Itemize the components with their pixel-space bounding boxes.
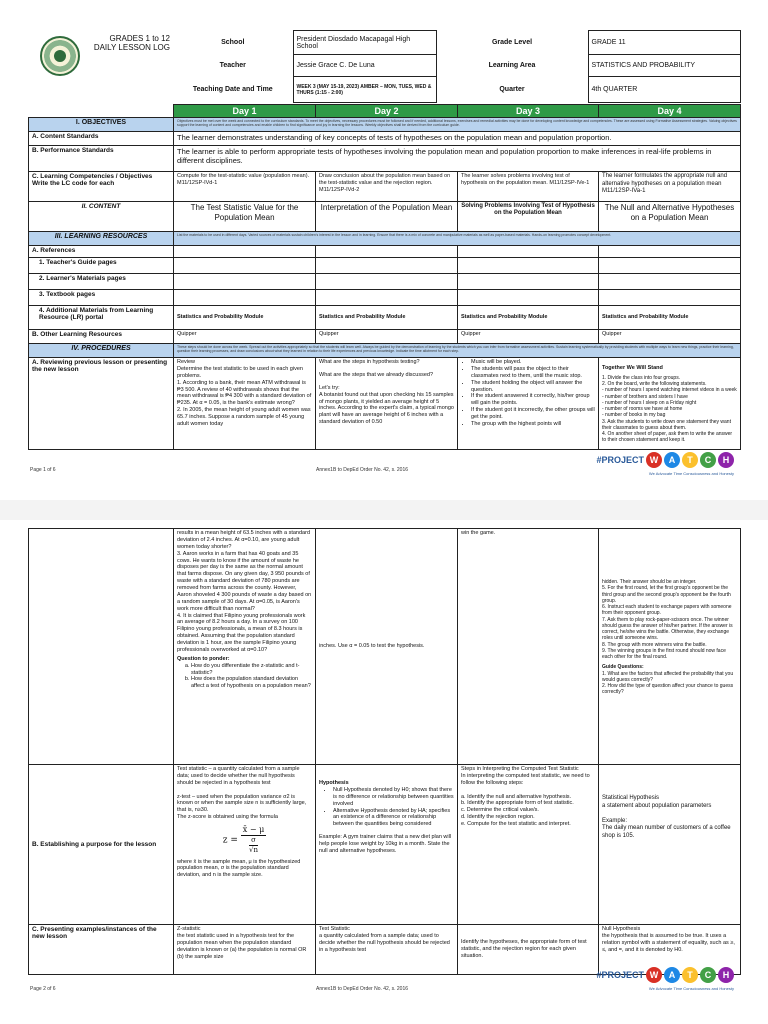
ponder-label: Question to ponder: [177,655,230,662]
annex-note: Annex1B to DepEd Order No. 42, s. 2016 [316,467,408,473]
content-standards-value: The learner demonstrates understanding of key concepts of tests of hypotheses on the population mean and population proportion. [174,132,741,146]
test-statistic-definition: Test statistic – a quantity calculated from a sample data; used to decide whether the null hypothesis should be rejected in a hypothesis test z-test – used when the population variance σ2 is known or when the sample size n is sufficiently large, that is, n≥30. The z-score is obtained using the formula [177,766,307,821]
review-day-2 [316,358,458,450]
list-item: b. How does the population standard deviation affect a test of hypothesis on a population mean? [191,676,312,690]
quarter-value: 4th QUARTER [588,77,740,103]
activity-steps-continued: hidden. Their answer should be an integer. 5. For the first round, let the first group's opponent be the third group and the second group's opponent be the fourth group. 6. Instruct each student to exchange papers with someone from their opponent group. 7. Ask them to play rock-paper-scissors once. The winner should guess the answer of his/her partner. If the answer is correct, he/she wins the battle. Otherwise, they exchange roles until someone wins. 8. The group with more winners wins the battle. 9. The winning groups in the first round should now face each other for the final round. [602,579,733,660]
page-number: Page 2 of 6 [30,986,56,992]
other-day-4: Quipper [599,330,741,344]
lr-day-4: Statistics and Probability Module [599,306,741,330]
page-2 [0,520,768,1020]
review-question: What are the steps in hypothesis testing? [319,359,420,365]
content-day-2: Interpretation of the Population Mean [316,202,458,232]
review-day-4 [599,358,741,450]
presenting-day-1: Z-statistic the test statistic used in a hypothesis test for the population mean when the population standard deviation is known or (a) the population is normal OR (b) the sample size [174,925,316,975]
teacher-value: Jessie Grace C. De Luna [293,55,436,77]
procedures-label: IV. PROCEDURES [29,344,174,358]
review-day-3 [458,358,599,450]
day-4-header: Day 4 [599,105,741,118]
performance-standards-label: B. Performance Standards [29,146,174,172]
content-day-1: The Test Statistic Value for the Population Mean [174,202,316,232]
objectives-note: Objectives must be met over the week and connected to the curriculum standards. To meet the objectives, necessary procedures must be followed and if needed, additional lessons, exercises and remedial activities may be done for developing content knowledge and competencies. These are assessed using Formative Assessment strategies. Valuing objectives support the learning of content and competencies and enable children to find significance and joy in learning the lessons. Weekly objectives shall be derived from the curriculum guide. [174,118,741,132]
guide-questions: 1. What are the factors that affected the probability that you would guess correctly? 2. How did the type of question affect your chance to guess correctly? [602,670,734,696]
watch-letter: A [664,967,680,983]
lesson-table-page-1 [28,104,741,450]
lesson-table-page-2 [28,528,741,975]
list-item: • The group with the highest points will [471,421,595,428]
formula-lhs: z = [222,835,238,846]
page-number: Page 1 of 6 [30,467,56,473]
grade-label: Grade Level [491,39,533,46]
area-label: Learning Area [488,62,536,69]
watch-letter: W [646,967,662,983]
watch-letter: W [646,452,662,468]
list-item: • Music will be played. [471,359,595,366]
watch-letter: T [682,967,698,983]
presenting-label: C. Presenting examples/instances of the new lesson [29,925,174,975]
presenting-day-3: Identify the hypotheses, the appropriate form of test statistic, and the rejection region for each given situation. [458,925,599,975]
watch-letter: C [700,967,716,983]
competency-day-1: Compute for the test-statistic value (population mean). M11/12SP-IVd-1 [174,172,316,202]
date-value: WEEK 3 (MAY 15-19, 2023) AMBER – MON, TUES, WED & THURS (1:15 - 2:00) [293,77,436,103]
page-gap [0,500,768,520]
list-item: • The student holding the object will answer the question. [471,380,595,394]
school-label: School [221,39,245,46]
project-watch-logo [596,452,734,468]
purpose-label: B. Establishing a purpose for the lesson [29,765,174,925]
list-item: • If the student answered it correctly, his/her group will gain the points. [471,393,595,407]
purpose-day-2 [316,765,458,925]
competency-day-4: The learner formulates the appropriate null and alternative hypotheses on a population mean M11/12SP-IVa-1 [599,172,741,202]
textbook-pages-label: 3. Textbook pages [29,290,174,306]
hypothesis-title: Hypothesis [319,780,349,786]
project-label: #PROJECT [596,970,644,980]
purpose-day-1 [174,765,316,925]
continued-day-4 [599,529,741,765]
presenting-day-4: Null Hypothesis the hypothesis that is assumed to be true. It uses a relation symbol with a statement of equality, such as ≥, ≤, and =, and it is denoted by H0. [599,925,741,975]
list-item: • The students will pass the object to their classmates next to them, until the music stop. [471,366,595,380]
annex-note: Annex1B to DepEd Order No. 42, s. 2016 [316,986,408,992]
teachers-guide-label: 1. Teacher's Guide pages [29,258,174,274]
objectives-label: I. OBJECTIVES [29,118,174,132]
watch-letter: H [718,967,734,983]
review-question-2: What are the steps that we already discussed? [319,371,434,378]
quarter-label: Quarter [499,86,525,93]
z-formula [177,825,312,855]
header-table [28,30,741,103]
formula-numerator: x̄ − μ [242,825,265,834]
other-day-3: Quipper [458,330,599,344]
presenting-day-2: Test Statistic a quantity calculated from a sample data; used to decide whether the null hypothesis should be rejected in a hypothesis test [316,925,458,975]
lr-portal-label: 4. Additional Materials from Learning Resource (LR) portal [29,306,174,330]
activity-title: Together We Will Stand [602,365,663,371]
content-label: II. CONTENT [29,202,174,232]
formula-fraction [241,825,267,855]
other-resources-label: B. Other Learning Resources [29,330,174,344]
activity-steps: 1. Divide the class into four groups. 2. On the board, write the following statements. - number of hours I spend watching internet videos in a week - number of brothers and sisters I have - number of hours I sleep on a Friday night - number of rooms we have at home - number of books in my bag 3. Ask the students to write down one statement they want their classmates to guess about them. 4. On another sheet of paper, ask them to write the answer to their chosen statement and keep it. [602,374,737,444]
watch-letter: H [718,452,734,468]
dll-title: GRADES 1 to 12 DAILY LESSON LOG [93,33,170,52]
teacher-label: Teacher [219,62,246,69]
lr-day-1: Statistics and Probability Module [174,306,316,330]
formula-explanation: where x̄ is the sample mean, μ is the hypothesized population mean, σ is the population standard deviation, and n is the sample size. [177,858,301,879]
project-watch-logo [596,967,734,983]
guide-label: Guide Questions: [602,664,644,671]
learners-materials-label: 2. Learner's Materials pages [29,274,174,290]
project-label: #PROJECT [596,455,644,465]
content-day-3: Solving Problems Involving Test of Hypothesis on the Population Mean [458,202,599,232]
formula-sigma: σ [249,836,258,846]
day-2-header: Day 2 [316,105,458,118]
watch-letter: C [700,452,716,468]
content-day-4: The Null and Alternative Hypotheses on a Population Mean [599,202,741,232]
continued-day-2: inches. Use α = 0.05 to test the hypothesis. [316,529,458,765]
continued-day-3: win the game. [458,529,599,765]
day-1-header: Day 1 [174,105,316,118]
date-label: Teaching Date and Time [192,86,273,93]
school-value: President Diosdado Macapagal High School [293,31,436,55]
area-value: STATISTICS AND PROBABILITY [588,55,740,77]
other-day-2: Quipper [316,330,458,344]
resources-label: III. LEARNING RESOURCES [29,232,174,246]
list-item: • Alternative Hypothesis denoted by HA; specifies an existence of a difference or relationship between the quantities being considered [333,808,454,829]
formula-denominator [249,836,258,855]
watch-tagline: We Advocate Time Consciousness and Honesty [648,986,734,991]
list-item: • If the student got it incorrectly, the other groups will get the point. [471,407,595,421]
continued-day-1 [174,529,316,765]
procedures-note: These steps should be done across the week. Spread out the activities appropriately so that the students will learn well. Always be guided by the demonstration of learning by the students which you can infer from formative assessment activities. Sustain learning systematically by providing students with multiple ways to learn new things, practice their learning, question their learning processes, and draw conclusions about what they learned in relation to their life experiences and previous knowledge. Indicate the time allotment for each step. [174,344,741,358]
purpose-day-4: Statistical Hypothesis a statement about population parameters Example: The daily mean number of customers of a coffee shop is 105. [599,765,741,925]
resources-note: List the materials to be used in different days. Varied sources of materials sustain children's interest in the lesson and in learning. Ensure that there is a mix of concrete and manipulative materials as well as paper-based materials. Hands-on learning promotes concept development. [174,232,741,246]
watch-letter: A [664,452,680,468]
other-day-1: Quipper [174,330,316,344]
references-label: A. References [29,246,174,258]
list-item: • Null Hypothesis denoted by H0; shows that there is no difference or relationship between quantities involved [333,787,454,808]
performance-standards-value: The learner is able to perform appropriate tests of hypotheses involving the population mean and population proportion to make inferences in real-life problems in different disciplines. [174,146,741,172]
day-3-header: Day 3 [458,105,599,118]
problems-list: results in a mean height of 63.5 inches with a standard deviation of 2.4 inches. At α=0.10, are young adult women today shorter? 3. Aaron works in a farm that has 40 goats and 35 cows. He wants to know if the amount of waste he disposes per day is the same as the normal amount that farms dispose. On any given day, 3 950 pounds of waste with a standard deviation of 780 pounds are removed from farms across the county. However, Aaron shoveled 4 300 pounds of waste a day based on a random sample of 30 days. At α=0.05, is Aaron's work more difficult than normal? 4. It is claimed that Filipino young professionals work an average of 8.2 hours a day. In a survey on 100 Filipino young professionals, a mean of 8.3 hours is obtained. Assuming that the population standard deviation is 1 hour, are the sample Filipino young professionals overworked at α=0.10? [177,530,312,653]
hypothesis-example: Example: A gym trainer claims that a new diet plan will help people lose weight by 10kg in a month. State the null and alternative hypotheses. [319,834,452,854]
watch-letter: T [682,452,698,468]
list-item: a. How do you differentiate the z-statistic and t-statistic? [191,663,312,677]
review-label: A. Reviewing previous lesson or presenting the new lesson [29,358,174,450]
watch-tagline: We Advocate Time Consciousness and Honesty [648,471,734,476]
competency-day-2: Draw conclusion about the population mean based on the test-statistic value and the rejection region. M11/12SP-IVd-2 [316,172,458,202]
competencies-label: C. Learning Competencies / Objectives Write the LC code for each [29,172,174,202]
grade-value: GRADE 11 [588,31,740,55]
competency-day-3: The learner solves problems involving test of hypothesis on the population mean. M11/12SP-IVe-1 [458,172,599,202]
lr-day-3: Statistics and Probability Module [458,306,599,330]
review-day-1: Review Determine the test statistic to be used in each given problems. 1. According to a bank, their mean ATM withdrawal is ₱3 500. A review of 40 withdrawals shows that the mean withdrawal is ₱4 300 with a standard deviation of ₱235. At α = 0.05, is the bank's estimate wrong? 2. In 2005, the mean height of young adult women was 65.7 inches. Suppose a random sample of 45 young adult women today [174,358,316,450]
purpose-day-3: Steps in Interpreting the Computed Test Statistic In interpreting the computed test statistic, we need to follow the following steps: a. Identify the null and alternative hypothesis. b. Identify the appropriate form of test statistic. c. Determine the critical value/s. d. Identify the rejection region. e. Compute for the test statistic and interpret. [458,765,599,925]
page-1 [0,0,768,500]
review-try-problem: Let's try: A botanist found out that upon checking his 15 samples of mongo plants, it yielded an average height of 5 inches. According to the expert's claim, a typical mongo plant will have an average height of 6 inches with a standard deviation of 0.50 [319,384,454,426]
content-standards-label: A. Content Standards [29,132,174,146]
formula-root-n: √n [249,845,258,854]
lr-day-2: Statistics and Probability Module [316,306,458,330]
